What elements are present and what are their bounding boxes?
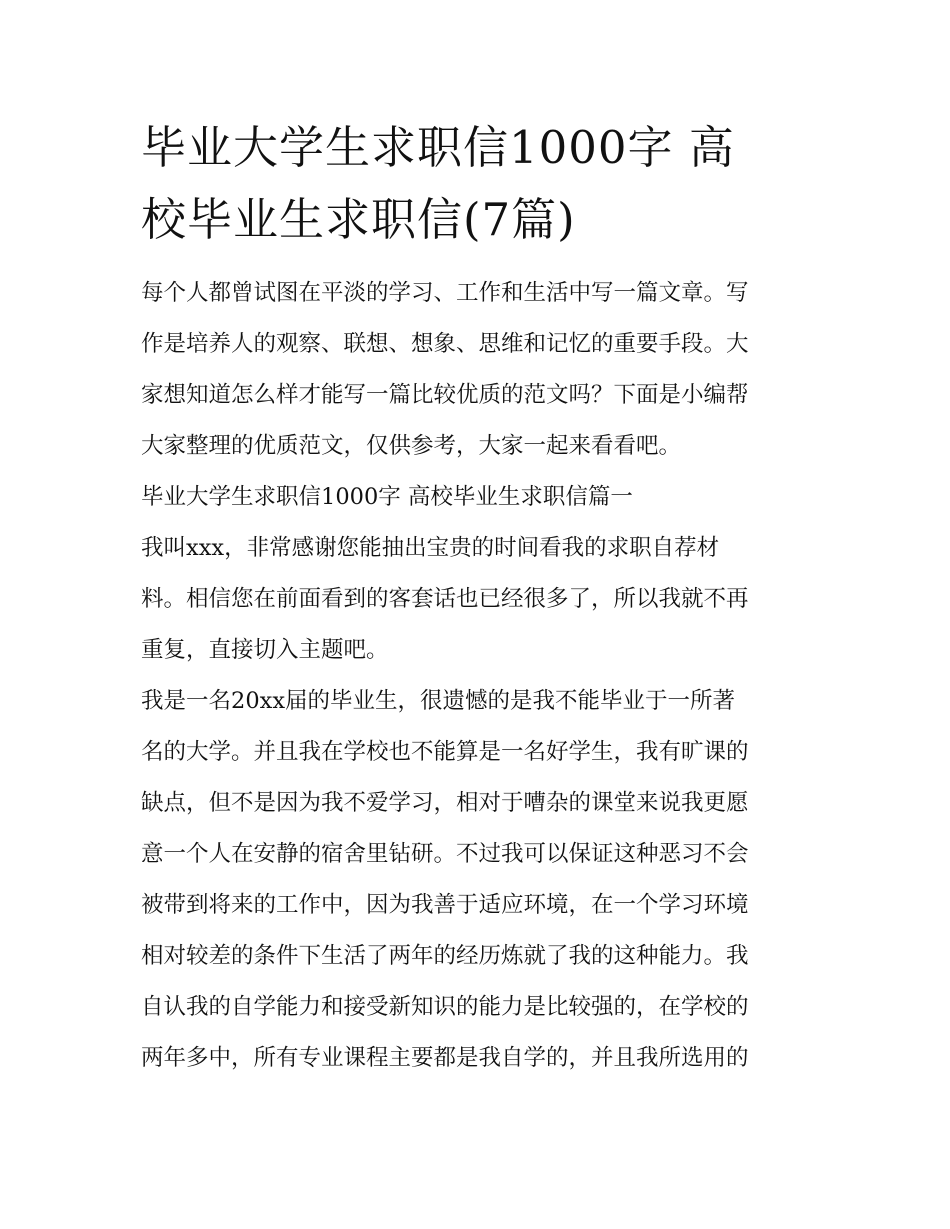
- text-line: 名的大学。并且我在学校也不能算是一名好学生，我有旷课的: [141, 739, 749, 765]
- text-line: 大家整理的优质范文，仅供参考，大家一起来看看吧。: [141, 433, 682, 459]
- text-line: 重复，直接切入主题吧。: [141, 637, 389, 663]
- paragraph-2: [141, 676, 813, 1084]
- text-line: 两年多中，所有专业课程主要都是我自学的，并且我所选用的: [141, 1045, 749, 1071]
- text-line: 我叫xxx，非常感谢您能抽出宝贵的时间看我的求职自荐材: [141, 535, 720, 561]
- text-line: 被带到将来的工作中，因为我善于适应环境，在一个学习环境: [141, 892, 749, 918]
- section-heading-text: 毕业大学生求职信1000字 高校毕业生求职信篇一: [141, 484, 633, 510]
- text-line: 家想知道怎么样才能写一篇比较优质的范文吗？下面是小编帮: [141, 382, 749, 408]
- text-line: 料。相信您在前面看到的客套话也已经很多了，所以我就不再: [141, 586, 749, 612]
- text-line: 意一个人在安静的宿舍里钻研。不过我可以保证这种恶习不会: [141, 841, 749, 867]
- document-content: [141, 112, 813, 1084]
- text-line: 我是一名20xx届的毕业生，很遗憾的是我不能毕业于一所著: [141, 688, 736, 714]
- section-heading: [141, 472, 813, 523]
- text-line: 每个人都曾试图在平淡的学习、工作和生活中写一篇文章。写: [141, 280, 749, 306]
- intro-paragraph: [141, 268, 813, 472]
- document-body: [141, 268, 813, 1084]
- text-line: 作是培养人的观察、联想、想象、思维和记忆的重要手段。大: [141, 331, 749, 357]
- text-line: 自认我的自学能力和接受新知识的能力是比较强的，在学校的: [141, 994, 749, 1020]
- text-line: 相对较差的条件下生活了两年的经历炼就了我的这种能力。我: [141, 943, 749, 969]
- text-line: 缺点，但不是因为我不爱学习，相对于嘈杂的课堂来说我更愿: [141, 790, 749, 816]
- document-title: [141, 112, 813, 256]
- paragraph-1: [141, 523, 813, 676]
- title-line: 毕业大学生求职信1000字 高: [141, 121, 735, 174]
- title-line: 校毕业生求职信(7篇): [141, 193, 576, 246]
